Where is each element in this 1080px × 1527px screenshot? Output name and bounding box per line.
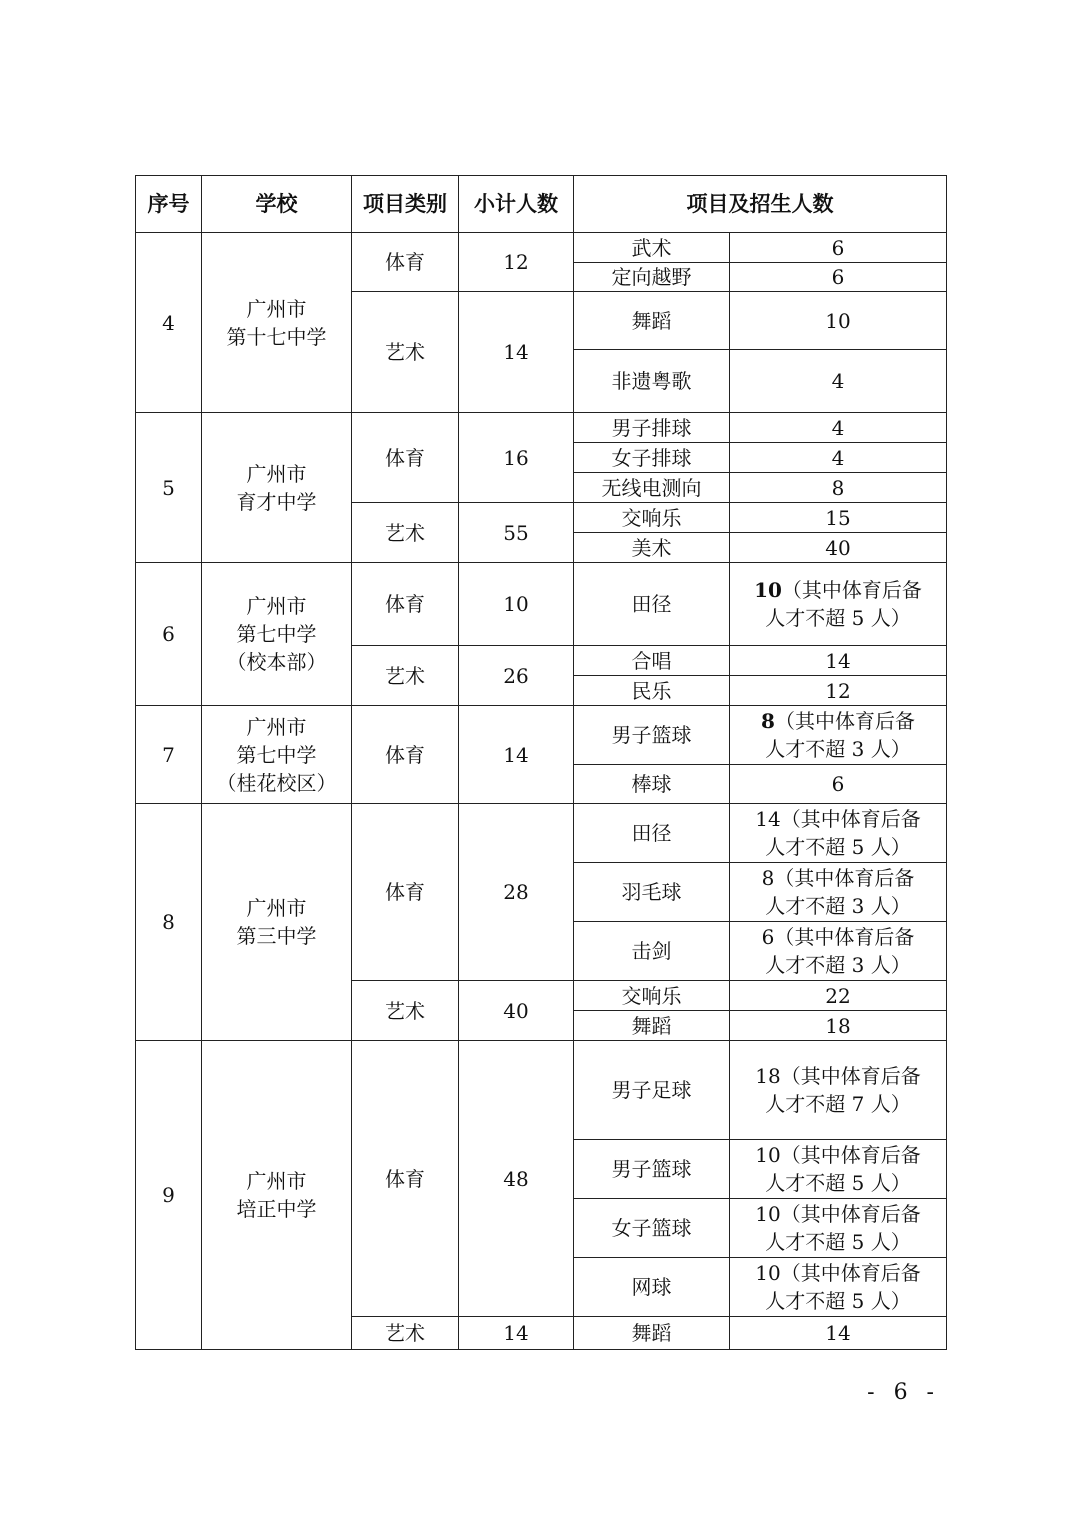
table-row <box>136 233 947 263</box>
subtotal: 26 <box>459 646 574 706</box>
quota: 14 <box>730 1317 947 1350</box>
enrollment-table <box>135 175 947 1350</box>
category: 体育 <box>352 563 459 646</box>
project: 舞蹈 <box>574 292 730 350</box>
table-row <box>136 563 947 646</box>
project: 棒球 <box>574 765 730 804</box>
school-name: 广州市 育才中学 <box>202 413 352 563</box>
quota: 4 <box>730 443 947 473</box>
project: 无线电测向 <box>574 473 730 503</box>
project: 美术 <box>574 533 730 563</box>
category: 体育 <box>352 233 459 292</box>
quota-with-note: 10（其中体育后备 人才不超 5 人） <box>730 1140 947 1199</box>
project: 田径 <box>574 563 730 646</box>
quota-with-note: 14（其中体育后备 人才不超 5 人） <box>730 804 947 863</box>
category: 艺术 <box>352 292 459 413</box>
project: 男子足球 <box>574 1041 730 1140</box>
quota: 15 <box>730 503 947 533</box>
quota: 14 <box>730 646 947 676</box>
subtotal: 12 <box>459 233 574 292</box>
quota: 8 <box>730 473 947 503</box>
subtotal: 14 <box>459 1317 574 1350</box>
table-row <box>136 706 947 765</box>
quota-with-note: 10（其中体育后备 人才不超 5 人） <box>730 1199 947 1258</box>
project: 男子篮球 <box>574 1140 730 1199</box>
quota-with-note: 10（其中体育后备 人才不超 5 人） <box>730 1258 947 1317</box>
project: 击剑 <box>574 922 730 981</box>
quota-with-note: 8（其中体育后备 人才不超 3 人） <box>730 706 947 765</box>
category: 体育 <box>352 413 459 503</box>
school-number: 6 <box>136 563 202 706</box>
quota-with-note: 8（其中体育后备 人才不超 3 人） <box>730 863 947 922</box>
school-number: 4 <box>136 233 202 413</box>
school-name: 广州市 第三中学 <box>202 804 352 1041</box>
project: 定向越野 <box>574 263 730 292</box>
school-number: 5 <box>136 413 202 563</box>
project: 合唱 <box>574 646 730 676</box>
header-school: 学校 <box>202 176 352 233</box>
header-no: 序号 <box>136 176 202 233</box>
quota: 22 <box>730 981 947 1011</box>
category: 艺术 <box>352 1317 459 1350</box>
subtotal: 10 <box>459 563 574 646</box>
header-row <box>136 176 947 233</box>
project: 男子排球 <box>574 413 730 443</box>
quota-with-note: 6（其中体育后备 人才不超 3 人） <box>730 922 947 981</box>
project: 田径 <box>574 804 730 863</box>
header-subtotal: 小计人数 <box>459 176 574 233</box>
subtotal: 28 <box>459 804 574 981</box>
school-number: 9 <box>136 1041 202 1350</box>
project: 舞蹈 <box>574 1317 730 1350</box>
subtotal: 40 <box>459 981 574 1041</box>
category: 体育 <box>352 804 459 981</box>
quota: 6 <box>730 263 947 292</box>
quota: 4 <box>730 350 947 413</box>
school-name: 广州市 培正中学 <box>202 1041 352 1350</box>
quota: 10 <box>730 292 947 350</box>
category: 艺术 <box>352 646 459 706</box>
project: 网球 <box>574 1258 730 1317</box>
header-category: 项目类别 <box>352 176 459 233</box>
subtotal: 55 <box>459 503 574 563</box>
school-number: 8 <box>136 804 202 1041</box>
school-name: 广州市 第十七中学 <box>202 233 352 413</box>
table-row <box>136 1041 947 1140</box>
quota: 6 <box>730 233 947 263</box>
school-name: 广州市 第七中学 （校本部） <box>202 563 352 706</box>
table-row <box>136 804 947 863</box>
quota: 40 <box>730 533 947 563</box>
category: 体育 <box>352 1041 459 1317</box>
quota-with-note: 18（其中体育后备 人才不超 7 人） <box>730 1041 947 1140</box>
category: 艺术 <box>352 981 459 1041</box>
subtotal: 14 <box>459 292 574 413</box>
header-projects: 项目及招生人数 <box>574 176 947 233</box>
project: 交响乐 <box>574 981 730 1011</box>
school-number: 7 <box>136 706 202 804</box>
quota: 4 <box>730 413 947 443</box>
project: 非遗粤歌 <box>574 350 730 413</box>
project: 交响乐 <box>574 503 730 533</box>
project: 民乐 <box>574 676 730 706</box>
quota: 18 <box>730 1011 947 1041</box>
quota: 6 <box>730 765 947 804</box>
project: 男子篮球 <box>574 706 730 765</box>
subtotal: 48 <box>459 1041 574 1317</box>
project: 羽毛球 <box>574 863 730 922</box>
school-name: 广州市 第七中学 （桂花校区） <box>202 706 352 804</box>
page-number: - 6 - <box>867 1380 940 1405</box>
category: 艺术 <box>352 503 459 563</box>
project: 武术 <box>574 233 730 263</box>
project: 舞蹈 <box>574 1011 730 1041</box>
category: 体育 <box>352 706 459 804</box>
project: 女子篮球 <box>574 1199 730 1258</box>
quota: 12 <box>730 676 947 706</box>
project: 女子排球 <box>574 443 730 473</box>
subtotal: 14 <box>459 706 574 804</box>
subtotal: 16 <box>459 413 574 503</box>
quota-with-note: 10（其中体育后备 人才不超 5 人） <box>730 563 947 646</box>
table-row <box>136 413 947 443</box>
